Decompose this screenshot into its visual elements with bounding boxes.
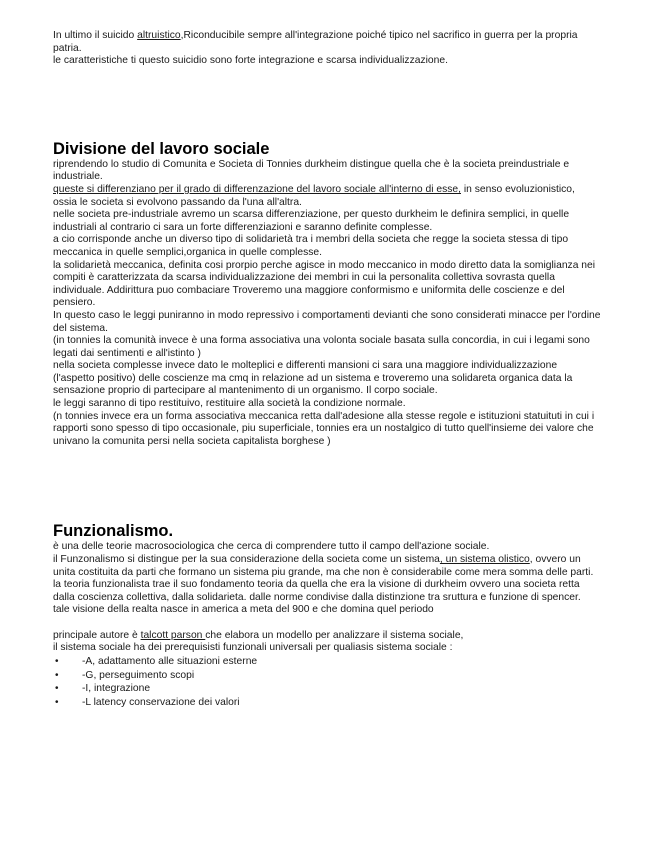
sistema-olistico-underlined: , un sistema olistico <box>439 554 530 566</box>
divisione-heading: Divisione del lavoro sociale <box>53 139 270 158</box>
divisione-paragraph-4: a cio corrisponde anche un diverso tipo di solidarietà tra i membri della societa che regge la societa stessa di tipo meccanica in quelle semplici,organica in quelle complesse. <box>53 234 569 258</box>
divisione-paragraph-5: la solidarietà meccanica, definita cosi prorpio perche agisce in modo meccanico in modo diretto data la somiglianza nei compiti è caratterizzata da scarsa individualizzazione dei membri in cui la personalita collettiva sovrasta quella individuale. Addirittura puo combaciare Troveremo una maggiore conformismo e uniformita delle coscienze e del pensiero. <box>53 259 596 309</box>
spacer <box>53 68 601 140</box>
divisione-paragraph-10: (n tonnies invece era un forma associativa meccanica retta dall'adesione alla stesse regole e istituzioni statuituti in cui i rapporti sono spesso di tipo occasionale, piu superficiale, tonnies era un nostalgico di tutto quell'insieme dei valore che univano la comunita persi nella societa capitalista borghese ) <box>53 410 595 447</box>
bullet-icon: • <box>55 683 59 695</box>
list-item <box>53 682 601 696</box>
intro-text-cont: ,Riconducibile sempre all'integrazione poiché tipico nel sacrifico in guerra per la propria patria. <box>53 30 578 54</box>
list-item <box>53 696 601 710</box>
funzionalismo-paragraph-4: tale visione della realta nasce in america a meta del 900 e che domina quel periodo <box>53 604 434 616</box>
document-page <box>53 30 601 710</box>
divisione-paragraph-9: le leggi saranno di tipo restituivo, restituire alla società la condizione normale. <box>53 398 406 410</box>
agil-list <box>53 655 601 710</box>
list-item-text: -L latency conservazione dei valori <box>82 697 240 709</box>
spacer <box>53 617 601 630</box>
intro-text: In ultimo il suicido <box>53 30 138 41</box>
list-item <box>53 669 601 683</box>
funzionalismo-paragraph-5 <box>53 630 601 643</box>
divisione-paragraph-7: (in tonnies la comunità invece è una forma associativa una volonta sociale basata sulla concordia, in cui i legami sono legati dai sentimenti e all'istinto ) <box>53 335 590 359</box>
divisione-p2-text: in senso evoluzionistico, ossia le societa si evolvono passando da l'una all'altra. <box>53 183 575 208</box>
divisione-section <box>53 140 601 449</box>
talcott-parson-underlined: talcott parson <box>140 629 206 641</box>
divisione-paragraph-3: nelle societa pre-industriale avremo un scarsa differenziazione, per questo durkheim le definira semplici, in quelle industriali al contrario ci sara un forte differenziazioni e saranno definite complesse. <box>53 209 570 233</box>
spacer <box>53 448 601 522</box>
list-item-text: -I, integrazione <box>82 683 151 695</box>
divisione-paragraph-8: nella societa complesse invece dato le molteplici e differenti mansioni ci sara una maggiore individualizzazione (l'aspetto positivo) delle coscienze ma cmq in relazione ad un sistema e troveremo una solidareta organica data la sensazione proprio di partecipare al mantenimento di un organismo. Il corpo sociale. <box>53 360 573 397</box>
differenziazione-underlined: queste si differenziano per il grado di differenzazione del lavoro sociale all'interno di esse, <box>53 183 461 195</box>
funzionalismo-paragraph-3: la teoria funzionalista trae il suo fondamento teoria da quella che era la visione di durkheim ovvero una societa retta dalla coscienza collettiva, dalla solidarieta. dalle norme condivise dalla distinzione tra sruttura e funzione di spencer. <box>53 579 581 603</box>
funzionalismo-paragraph-1: è una delle teorie macrosociologica che cerca di comprendere tutto il campo dell'azione sociale. <box>53 541 490 553</box>
funzionalismo-paragraph-2 <box>53 554 601 579</box>
funzionalismo-heading: Funzionalismo. <box>53 522 174 541</box>
bullet-icon: • <box>55 697 59 709</box>
funzionalismo-p5-text: principale autore è <box>53 629 141 641</box>
list-item-text: -G, perseguimento scopi <box>82 669 195 681</box>
intro-paragraph-2: le caratteristiche ti questo suicidio sono forte integrazione e scarsa individualizzazione. <box>53 55 448 67</box>
divisione-paragraph-6: In questo caso le leggi puniranno in modo repressivo i comportamenti devianti che sono considerati minacce per l'ordine del sistema. <box>53 309 601 334</box>
list-item <box>53 655 601 669</box>
intro-section <box>53 30 601 68</box>
funzionalismo-p5-text-cont: che elabora un modello per analizzare il sistema sociale, <box>205 629 464 641</box>
intro-paragraph-1 <box>53 30 601 55</box>
divisione-paragraph-2 <box>53 184 601 209</box>
funzionalismo-paragraph-6: il sistema sociale ha dei prerequisisti funzionali universali per qualiasis sistema sociale : <box>53 642 453 654</box>
bullet-icon: • <box>55 655 59 667</box>
bullet-icon: • <box>55 669 59 681</box>
funzionalismo-section <box>53 522 601 710</box>
funzionalismo-p2-text-cont: , ovvero un unita costituita da parti che formano un sistema piu grande, ma che non è considerabile come mera somma delle parti. <box>53 554 594 578</box>
altruistico-underlined: altruistico <box>137 30 181 41</box>
list-item-text: -A, adattamento alle situazioni esterne <box>82 655 258 667</box>
funzionalismo-p2-text: il Funzonalismo si distingue per la sua considerazione della societa come un sistema <box>53 554 440 566</box>
divisione-paragraph-1: riprendendo lo studio di Comunita e Societa di Tonnies durkheim distingue quella che è la societa preindustriale e industriale. <box>53 158 570 183</box>
